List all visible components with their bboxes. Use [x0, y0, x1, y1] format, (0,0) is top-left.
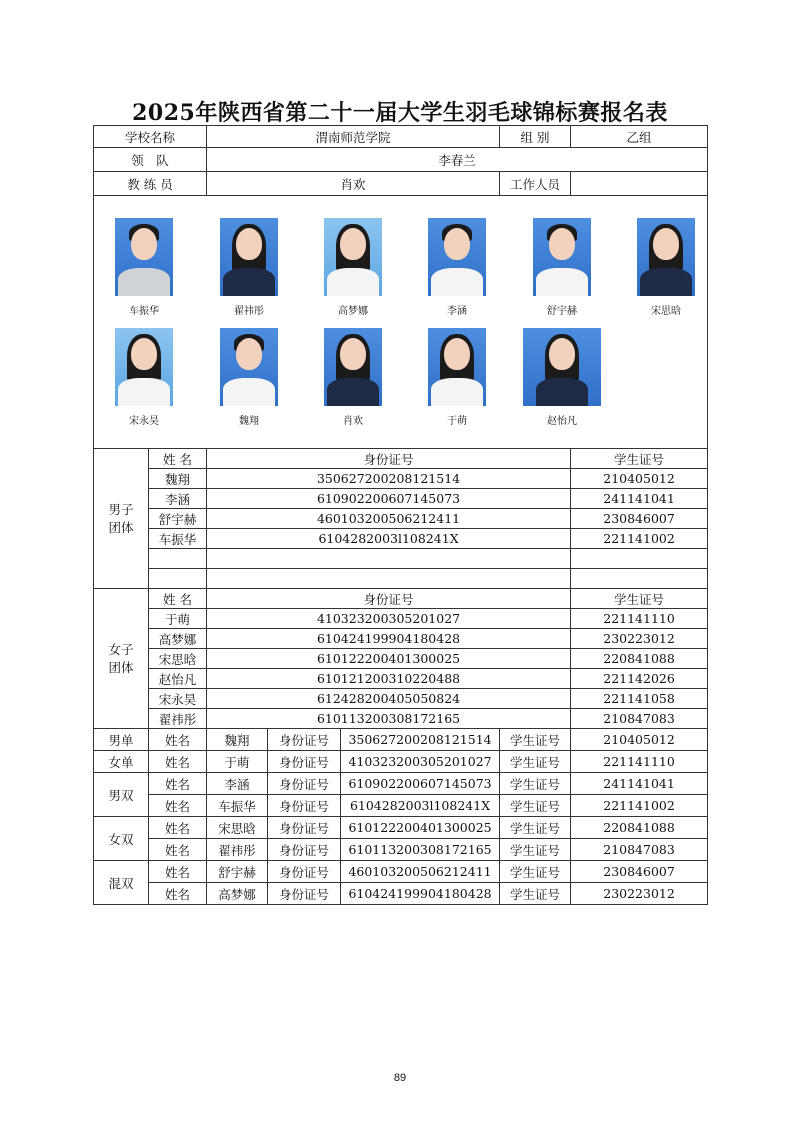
table-row: 舒宇赫 460103200506212411 230846007 [94, 509, 708, 529]
portrait-photo [220, 328, 278, 406]
women-team-label: 女子 团体 [94, 589, 149, 729]
photo-caption: 翟祎彤 [234, 306, 264, 317]
school-value: 渭南师范学院 [207, 126, 500, 148]
photo-card [308, 218, 398, 317]
table-row: 姓名 车振华 身份证号 6104282003l108241X 学生证号 221141002 [94, 795, 708, 817]
table-row: 女单 姓名 于萌 身份证号 410323200305201027 学生证号 221141110 [94, 751, 708, 773]
photo-caption: 于萌 [447, 416, 467, 427]
photo-caption: 车振华 [129, 306, 159, 317]
event-label: 混双 [94, 861, 149, 905]
portrait-photo [428, 328, 486, 406]
group-label: 组 别 [500, 126, 571, 148]
photo-caption: 魏翔 [239, 416, 259, 427]
leader-value: 李春兰 [207, 148, 708, 172]
table-row: 李涵 610902200607145073 241141041 [94, 489, 708, 509]
column-header-name: 姓 名 [149, 589, 207, 609]
photo-caption: 宋永昊 [129, 416, 159, 427]
table-row: 混双 姓名 舒宇赫 身份证号 460103200506212411 学生证号 230846007 [94, 861, 708, 883]
photo-caption: 高梦娜 [338, 306, 368, 317]
photo-caption: 肖欢 [343, 416, 363, 427]
page-number: 89 [393, 1072, 407, 1084]
portrait-photo [115, 218, 173, 296]
photo-card [517, 328, 607, 427]
portrait-photo [523, 328, 601, 406]
leader-label: 领 队 [94, 148, 207, 172]
table-row: 高梦娜 610424199904180428 230223012 [94, 629, 708, 649]
portrait-photo [533, 218, 591, 296]
event-label: 女双 [94, 817, 149, 861]
photo-caption: 宋思晗 [651, 306, 681, 317]
portrait-photo [637, 218, 695, 296]
registration-form [93, 125, 708, 905]
column-header-student-id: 学生证号 [571, 589, 708, 609]
school-label: 学校名称 [94, 126, 207, 148]
column-header-name: 姓 名 [149, 449, 207, 469]
event-label: 女单 [94, 751, 149, 773]
portrait-photo [220, 218, 278, 296]
photo-card [517, 218, 607, 317]
table-row: 宋永昊 612428200405050824 221141058 [94, 689, 708, 709]
photo-card [621, 218, 708, 317]
coach-value: 肖欢 [207, 172, 500, 196]
table-row: 赵怡凡 610121200310220488 221142026 [94, 669, 708, 689]
photo-card [204, 328, 294, 427]
column-header-id: 身份证号 [207, 449, 571, 469]
photo-caption: 舒宇赫 [547, 306, 577, 317]
photo-section [94, 196, 708, 449]
table-row: 魏翔 350627200208121514 210405012 [94, 469, 708, 489]
portrait-photo [115, 328, 173, 406]
table-row: 翟祎彤 610113200308172165 210847083 [94, 709, 708, 729]
photo-card [412, 218, 502, 317]
table-row: 女双 姓名 宋思晗 身份证号 610122200401300025 学生证号 220841088 [94, 817, 708, 839]
portrait-photo [324, 218, 382, 296]
table-row: 姓名 高梦娜 身份证号 610424199904180428 学生证号 230223012 [94, 883, 708, 905]
column-header-id: 身份证号 [207, 589, 571, 609]
event-label: 男单 [94, 729, 149, 751]
staff-label: 工作人员 [500, 172, 571, 196]
table-row: 宋思晗 610122200401300025 220841088 [94, 649, 708, 669]
men-team-label: 男子 团体 [94, 449, 149, 589]
table-row: 男单 姓名 魏翔 身份证号 350627200208121514 学生证号 210405012 [94, 729, 708, 751]
coach-label: 教 练 员 [94, 172, 207, 196]
portrait-photo [428, 218, 486, 296]
table-row: 于萌 410323200305201027 221141110 [94, 609, 708, 629]
table-row: 姓名 翟祎彤 身份证号 610113200308172165 学生证号 210847083 [94, 839, 708, 861]
table-row [94, 569, 708, 589]
table-row: 车振华 6104282003l108241X 221141002 [94, 529, 708, 549]
staff-value [571, 172, 708, 196]
photo-card [308, 328, 398, 427]
column-header-student-id: 学生证号 [571, 449, 708, 469]
photo-card [412, 328, 502, 427]
form-title: 2025年陕西省第二十一届大学生羽毛球锦标赛报名表 [132, 100, 668, 126]
photo-caption: 李涵 [447, 306, 467, 317]
table-row [94, 549, 708, 569]
photo-card [204, 218, 294, 317]
photo-card [99, 328, 189, 427]
portrait-photo [324, 328, 382, 406]
photo-caption: 赵怡凡 [547, 416, 577, 427]
table-row: 男双 姓名 李涵 身份证号 610902200607145073 学生证号 241141041 [94, 773, 708, 795]
photo-card [99, 218, 189, 317]
group-value: 乙组 [571, 126, 708, 148]
event-label: 男双 [94, 773, 149, 817]
